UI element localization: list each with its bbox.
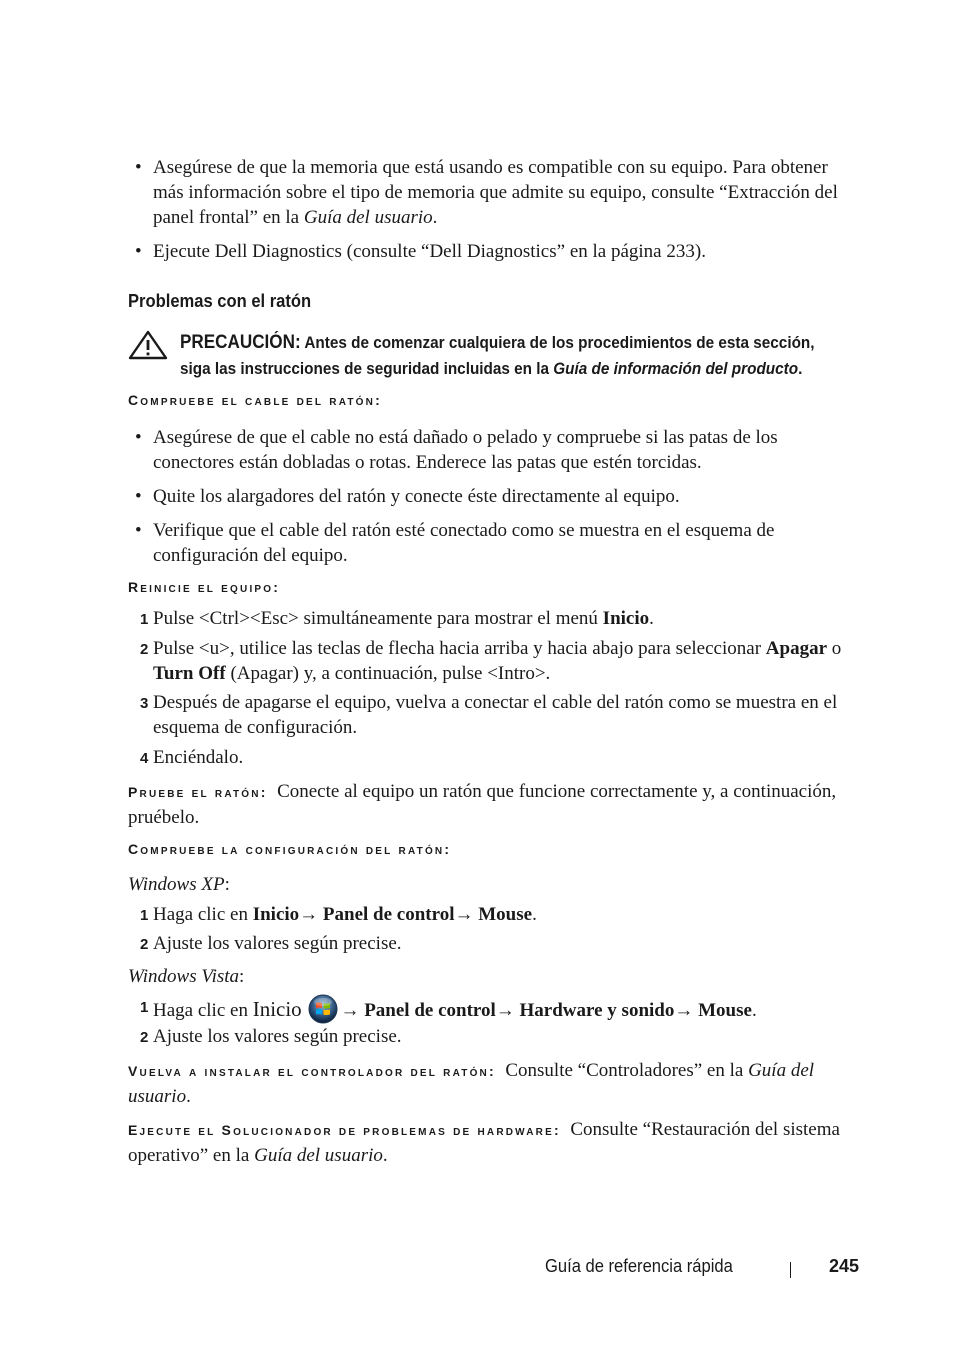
arrow: → [299,904,323,925]
menu-mouse: Mouse [478,904,533,925]
step-number: 4 [140,750,149,767]
cable-bullet [135,425,860,475]
test-heading: Pruebe el ratón: [128,784,268,800]
reinstall-guide-title: Guía del usuario [128,1060,815,1107]
step-text: Ajuste los valores según precise. [153,1026,402,1047]
arrow: → [340,1000,365,1021]
bullet-dot: • [135,520,142,541]
footer-title: Guía de referencia rápida [545,1256,733,1276]
reinstall-heading: Vuelva a instalar el controlador del ratón: [128,1063,496,1079]
menu-inicio: Inicio [252,904,300,925]
bullet-dot: • [135,427,142,448]
option-apagar: Apagar [765,638,828,659]
arrow: → [495,1000,520,1021]
cable-heading: Compruebe el cable del ratón: [128,392,382,408]
bullet-dot: • [135,157,142,178]
troubleshooter-heading: Ejecute el Solucionador de problemas de hardware: [128,1122,561,1138]
warning-icon [128,330,168,360]
reinstall-paragraph [128,1058,858,1109]
bullet-text-end: . [432,207,438,228]
menu-panel-de-control: Panel de control [364,1000,496,1021]
test-text: Conecte al equipo un ratón que funcione correctamente y, a continuación, pruébelo. [128,781,837,828]
restart-step [140,690,860,740]
vista-label-line: Windows Vista: [128,966,245,987]
bullet-memory [135,155,860,230]
menu-name: Inicio [602,608,650,629]
page-number: 245 [829,1256,860,1276]
xp-label-line: Windows XP: [128,874,230,895]
test-paragraph [128,779,858,830]
bullet-text: Asegúrese de que el cable no está dañado o pelado y compruebe si las patas de los conectores están dobladas o rotas. Enderece las patas que estén torcidas. [153,427,778,473]
troubleshooter-paragraph [128,1117,858,1168]
config-heading: Compruebe la configuración del ratón: [128,841,452,857]
troubleshooter-end: . [382,1145,388,1166]
step-number: 1 [140,611,149,628]
bullet-emphasis: Guía del usuario [303,207,433,228]
troubleshooter-guide-title: Guía del usuario [254,1145,383,1166]
step-text-end: (Apagar) y, a continuación, pulse <Intro>. [225,663,551,684]
step-text-end: . [649,608,654,629]
bullet-text: Ejecute Dell Diagnostics (consulte “Dell Diagnostics” en la página 233). [153,241,706,262]
caution-guide-title: Guía de información del producto [553,359,799,378]
caution-end: . [798,359,803,378]
menu-panel-de-control: Panel de control [322,904,455,925]
arrow: → [674,1000,699,1021]
restart-heading: Reinicie el equipo: [128,579,281,595]
menu-hardware-y-sonido: Hardware y sonido [519,1000,675,1021]
restart-step [140,606,860,631]
caution-label: PRECAUCIÓN: [180,332,301,353]
step-number: 1 [140,907,149,924]
bullet-diagnostics [135,239,860,264]
reinstall-text: Consulte “Controladores” en la [505,1060,749,1081]
step-text: Pulse <Ctrl><Esc> simultáneamente para mostrar el menú [153,608,603,629]
step-text: o [827,638,842,659]
step-text: Haga clic en [153,904,253,925]
option-turn-off: Turn Off [153,663,226,684]
bullet-text: Asegúrese de que la memoria que está usando es compatible con su equipo. Para obtener más información sobre el tipo de memoria que admite su equipo, consulte “Extracción del panel frontal” en la [153,157,838,228]
step-number: 2 [140,641,149,658]
bullet-text: Verifique que el cable del ratón esté conectado como se muestra en el esquema de configuración del equipo. [153,520,775,566]
step-text: Pulse <u>, utilice las teclas de flecha hacia arriba y hacia abajo para seleccionar [153,638,766,659]
step-text: Después de apagarse el equipo, vuelva a conectar el cable del ratón como se muestra en el esquema de configuración. [153,692,838,738]
step-number: 3 [140,695,149,712]
section-title: Problemas con el ratón [128,291,312,311]
vista-step [140,1024,860,1049]
step-number: 2 [140,936,149,953]
xp-step [140,931,860,956]
step-text: Haga clic en [153,1000,253,1021]
restart-step [140,745,860,770]
cable-bullet [135,518,860,568]
menu-mouse: Mouse [698,1000,752,1021]
windows-start-icon [308,994,338,1024]
cable-bullet [135,484,860,509]
troubleshooter-text: Consulte “Restauración del sistema operativo” en la [128,1119,840,1166]
footer-divider [790,1262,791,1278]
arrow: → [454,904,479,925]
step-number: 1 [140,999,149,1016]
xp-step [140,902,860,927]
step-text-end: . [751,1000,757,1021]
caution-line2: siga las instrucciones de seguridad incluidas en la [180,359,554,378]
restart-step [140,636,860,686]
menu-inicio: Inicio [252,997,302,1021]
step-text: Enciéndalo. [153,747,244,768]
caution-line1: Antes de comenzar cualquiera de los procedimientos de esta sección, [304,333,815,352]
bullet-dot: • [135,486,142,507]
step-text-end: . [532,904,537,925]
vista-step [140,994,860,1024]
step-text: Ajuste los valores según precise. [153,933,402,954]
vista-label: Windows Vista [128,966,240,987]
bullet-dot: • [135,241,142,262]
xp-label: Windows XP [128,874,225,895]
reinstall-end: . [186,1086,191,1107]
bullet-text: Quite los alargadores del ratón y conecte éste directamente al equipo. [153,486,680,507]
step-number: 2 [140,1029,149,1046]
